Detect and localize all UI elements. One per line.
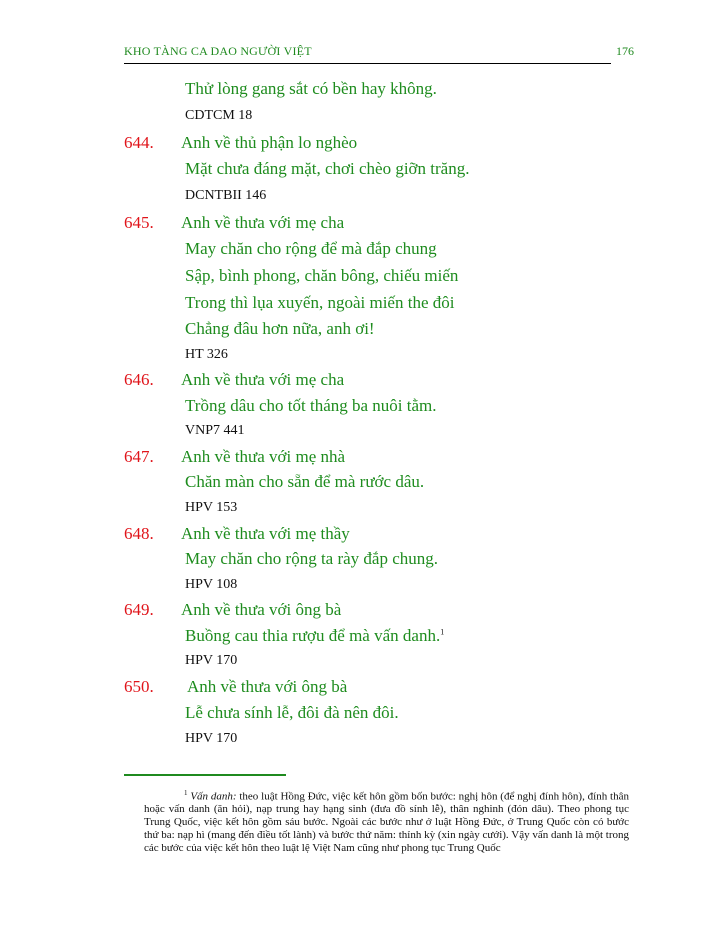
source-citation: CDTCM 18 <box>185 108 253 123</box>
verse-line: Mặt chưa đáng mặt, chơi chèo giỡn trăng. <box>185 159 470 178</box>
source-citation: DCNTBII 146 <box>185 188 267 203</box>
footnote-text: theo luật Hồng Đức, việc kết hôn gồm bốn bước: nghị hôn (để nghị đính hôn), đính thân hoặc vấn danh (ăn hỏi), nạp trung hay hạng sinh (đưa đồ sính lễ), thân nghinh (đón dâu). Theo phong tục Trung Quốc, việc kết hôn gồm sáu bước. Ngoài các bước như ở luật Hồng Đức, ở Trung Quốc còn có bước thứ ba: nạp hì (mang đến điều tốt lành) và bước thứ năm: thỉnh kỳ (xin ngày cưới). Vậy vấn danh là một trong các bước của việc kết hôn theo luật lệ Việt Nam cũng như phong tục Trung Quốc <box>144 790 629 854</box>
verse-line: Anh về thủ phận lo nghèo <box>181 133 358 152</box>
entry-number: 648. <box>124 524 154 543</box>
entry-number: 646. <box>124 370 154 389</box>
entry-number: 650. <box>124 677 154 696</box>
footnote-marker: 1 <box>184 789 188 797</box>
source-citation: HPV 170 <box>185 731 238 746</box>
running-header <box>124 44 611 64</box>
entry-number: 649. <box>124 600 154 619</box>
page-number: 176 <box>616 44 634 58</box>
book-title: KHO TÀNG CA DAO NGƯỜI VIỆT <box>124 44 312 58</box>
verse-line: Thử lòng gang sắt có bền hay không. <box>185 79 437 98</box>
source-citation: HPV 170 <box>185 653 238 668</box>
verse-line: Anh về thưa với ông bà <box>181 600 342 619</box>
verse-line: Chẳng đâu hơn nữa, anh ơi! <box>185 319 375 338</box>
verse-text: Buồng cau thia rượu để mà vấn danh. <box>185 626 441 645</box>
verse-line: Anh về thưa với mẹ nhà <box>181 447 346 466</box>
footnote-reference[interactable]: 1 <box>440 627 445 637</box>
entry-number: 645. <box>124 213 154 232</box>
source-citation: HPV 108 <box>185 577 238 592</box>
verse-line: Sập, bình phong, chăn bông, chiếu miến <box>185 266 459 285</box>
verse-line: Anh về thưa với mẹ thầy <box>181 524 350 543</box>
footnote-term: Vấn danh: <box>190 790 237 803</box>
footnote <box>144 787 629 855</box>
verse-line: Trồng dâu cho tốt tháng ba nuôi tằm. <box>185 396 437 415</box>
verse-line: Anh về thưa với mẹ cha <box>181 213 345 232</box>
source-citation: HT 326 <box>185 347 228 362</box>
entry-number: 644. <box>124 133 154 152</box>
verse-line: Anh về thưa với mẹ cha <box>181 370 345 389</box>
source-citation: HPV 153 <box>185 500 238 515</box>
verse-line: May chăn cho rộng ta rày đắp chung. <box>185 549 439 568</box>
verse-line: Trong thì lụa xuyến, ngoài miến the đôi <box>185 293 455 312</box>
footnote-divider <box>124 774 286 776</box>
verse-line: Chăn màn cho sẵn để mà rước dâu. <box>185 472 425 491</box>
verse-line: Lễ chưa sính lễ, đôi đà nên đôi. <box>185 703 399 722</box>
verse-line: Anh về thưa với ông bà <box>187 677 348 696</box>
entry-number: 647. <box>124 447 154 466</box>
source-citation: VNP7 441 <box>185 423 245 438</box>
verse-line: May chăn cho rộng để mà đắp chung <box>185 239 437 258</box>
verse-line <box>185 626 444 646</box>
